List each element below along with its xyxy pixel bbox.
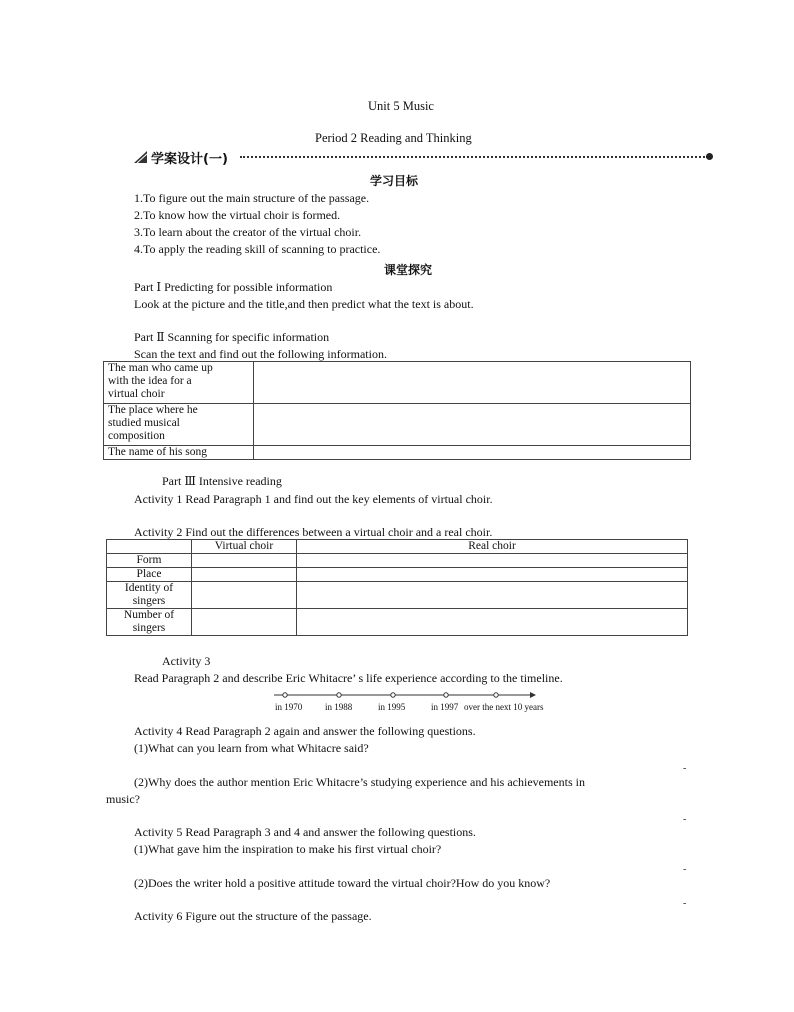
answer-line-mark: - <box>683 814 687 825</box>
compare-cell[interactable] <box>297 568 688 582</box>
compare-row-label: Place <box>107 568 192 582</box>
compare-cell[interactable] <box>192 568 297 582</box>
explore-heading: 课堂探究 <box>384 263 433 277</box>
activity3-title: Activity 3 <box>162 654 211 668</box>
compare-header-blank <box>107 540 192 554</box>
part1-text: Look at the picture and the title,and then predict what the text is about. <box>134 297 474 311</box>
compare-cell[interactable] <box>192 582 297 609</box>
part2-title: Part Ⅱ Scanning for specific information <box>134 330 330 344</box>
question-4-2-cont: music? <box>106 792 140 806</box>
compare-cell[interactable] <box>192 554 297 568</box>
part2-text: Scan the text and find out the following information. <box>134 347 387 361</box>
objectives-heading: 学习目标 <box>370 174 419 188</box>
scan-answer-cell[interactable] <box>254 446 691 460</box>
objective-item: 3.To learn about the creator of the virtual choir. <box>134 225 362 239</box>
scan-answer-cell[interactable] <box>254 404 691 446</box>
dotted-rule <box>240 156 708 158</box>
part1-title: Part Ⅰ Predicting for possible information <box>134 280 333 294</box>
compare-row-label: Number of singers <box>107 609 192 636</box>
scan-row-label: The man who came up with the idea for a virtual choir <box>104 362 254 404</box>
question-5-2: (2)Does the writer hold a positive attitude toward the virtual choir?How do you know? <box>134 876 551 890</box>
objective-item: 1.To figure out the main structure of the passage. <box>134 191 370 205</box>
compare-header-real: Real choir <box>297 540 688 554</box>
compare-cell[interactable] <box>297 609 688 636</box>
compare-cell[interactable] <box>297 582 688 609</box>
timeline-label: in 1970 <box>275 702 303 712</box>
timeline-label: over the next 10 years <box>464 702 544 712</box>
activity1: Activity 1 Read Paragraph 1 and find out the key elements of virtual choir. <box>134 492 493 506</box>
period-title: Period 2 Reading and Thinking <box>315 131 472 145</box>
scan-answer-cell[interactable] <box>254 362 691 404</box>
rule-end-dot <box>706 153 713 160</box>
compare-cell[interactable] <box>297 554 688 568</box>
design-banner: 学案设计(一) <box>151 152 228 167</box>
activity4: Activity 4 Read Paragraph 2 again and answer the following questions. <box>134 724 476 738</box>
unit-title: Unit 5 Music <box>368 99 434 113</box>
scan-row-label: The place where he studied musical composition <box>104 404 254 446</box>
compare-cell[interactable] <box>192 609 297 636</box>
timeline-label: in 1995 <box>378 702 406 712</box>
part3-title: Part Ⅲ Intensive reading <box>162 474 282 488</box>
activity3-text: Read Paragraph 2 and describe Eric Whitacre’ s life experience according to the timeline. <box>134 671 563 685</box>
timeline-label: in 1997 <box>431 702 459 712</box>
compare-table <box>106 539 688 636</box>
timeline-label: in 1988 <box>325 702 353 712</box>
compare-row-label: Form <box>107 554 192 568</box>
answer-line-mark: - <box>683 898 687 909</box>
answer-line-mark: - <box>683 864 687 875</box>
scan-table <box>103 361 691 460</box>
activity2: Activity 2 Find out the differences between a virtual choir and a real choir. <box>134 525 493 539</box>
objective-item: 4.To apply the reading skill of scanning to practice. <box>134 242 381 256</box>
question-5-1: (1)What gave him the inspiration to make his first virtual choir? <box>134 842 442 856</box>
activity6: Activity 6 Figure out the structure of the passage. <box>134 909 372 923</box>
banner-triangle-icon <box>134 150 148 164</box>
answer-line-mark: - <box>683 763 687 774</box>
objective-item: 2.To know how the virtual choir is formed. <box>134 208 341 222</box>
question-4-1: (1)What can you learn from what Whitacre said? <box>134 741 369 755</box>
timeline-axis <box>274 689 538 701</box>
scan-row-label: The name of his song <box>104 446 254 460</box>
compare-row-label: Identity of singers <box>107 582 192 609</box>
question-4-2: (2)Why does the author mention Eric Whitacre’s studying experience and his achievements in <box>134 775 585 789</box>
activity5: Activity 5 Read Paragraph 3 and 4 and answer the following questions. <box>134 825 476 839</box>
compare-header-virtual: Virtual choir <box>192 540 297 554</box>
